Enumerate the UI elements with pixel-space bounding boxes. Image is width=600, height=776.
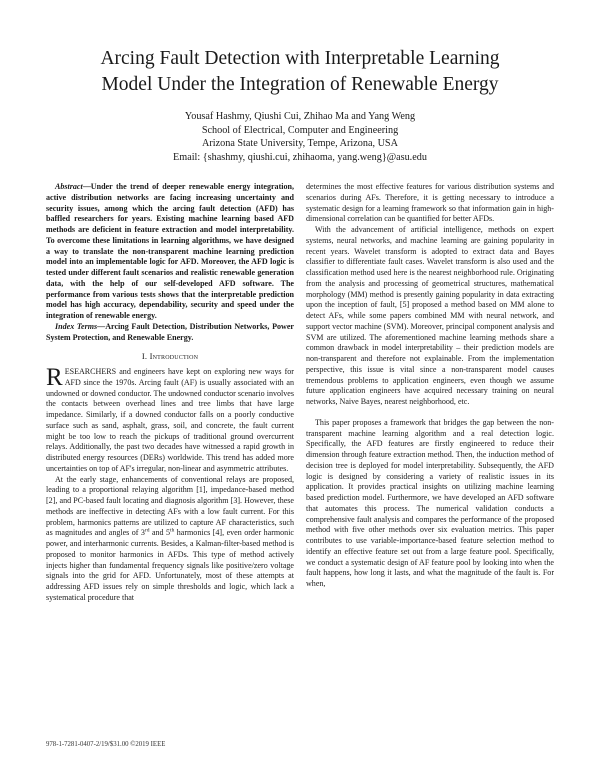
index-terms [46,322,294,344]
copyright-notice: 978-1-7281-0407-2/19/$31.00 ©2019 IEEE [46,741,166,748]
author-block [60,110,540,164]
abstract-label: Abstract [55,182,83,191]
index-terms-label: Index Terms [55,321,98,331]
affiliation-line-2: Arizona State University, Tempe, Arizona, USA [202,138,398,150]
intro-first-word: ESEARCHERS [64,367,117,376]
title-line-2: Model Under the Integration of Renewable Energy [101,74,499,95]
paper-title [40,46,560,98]
intro-paragraph-2-part-c: harmonics [4], even order harmonic power, and interharmonic currents. Besides, a Kalman-filter-based method is proposed to monitor harmonics in AFDs. This type of method actively injects higher than fundamental frequency signals like positive/zero voltage signals into the grid for AFD. Unfortunately, most of these attempts at addressing AFD issues rely on simple thresholds and logic, which lack a systematical procedure that [46,528,295,602]
right-paragraph-2: With the advancement of artificial intelligence, methods on expert systems, neural networks, and machine learning are gaining popularity in recent years. Wavelet transform is adopted to extract data and Bayes classifier to differentiate fault cases. Wavelet transform is also used and the classification method used here is the nearest neighborhood rule. Originating from the analysis and processing of geometrical structures, mathematical morphology (MM) method is presently gaining popularity in data extracting upon the inception of fault, [5] proposed a method based on MM alone to detect AFs, while some papers combined MM with neural network, and support vector machine (SVM). Moreover, principal component analysis and SVM are utilized. The aforementioned machine learning methods share a common drawback in model interpretability – their prediction models are non-transparent and therefore not explainable. From the implementation perspective, this issue is vital since a non-transparent model causes tremendous problems to application engineers, even though we assume future application engineers have acquired necessary training on neural networks, Naive Bayes, nearest neighborhood, etc. [306,225,554,406]
title-line-1: Arcing Fault Detection with Interpretable Learning [100,48,500,69]
intro-paragraph-1-text: and engineers have kept on exploring new ways for AFD since the 1970s. Arcing fault (AF) is usually associated with an undowned or downed conductor. The undowned conductor scenario involves the contacts between overhead lines and tree limbs that have large impedance. Similarly, if a downed conductor falls on a poorly conductive surface such as sand, asphalt, grass, soil, and concrete, the fault current might be too low to reach the pickups of traditional ground overcurrent relays. Additionally, the past two decades have witnessed a rapid growth in distributed energy resources (DERs) worldwide. This trend has added more uncertainties on top of AF's irregular, non-linear and asymmetric attributes. [46,367,294,473]
right-paragraph-1: determines the most effective features for various distribution systems and scenarios during AFs. Therefore, it is getting necessary to introduce a systematic design for a learning framework so that information gain in high-dimensional correlation can be quantified for better AFDs. [306,182,554,224]
superscript-th: th [170,527,175,534]
author-email: Email: {shashmy, qiushi.cui, zhihaoma, yang.weng}@asu.edu [173,151,427,163]
abstract-text: —Under the trend of deeper renewable energy integration, active distribution networks are facing increasing uncertainty and security issues, among which the arcing fault detection (AFD) has baffled researchers for years. Existing machine learning based AFD methods are deficient in feature extraction and model interpretability. To overcome these limitations in learning algorithms, we have designed a way to translate the non-transparent machine learning prediction model into an implementable logic for AFD. Moreover, the AFD logic is tested under different fault scenarios and realistic renewable generation data, with the help of our self-developed AFD software. The performance from various tests shows that the interpretable prediction model has high accuracy, dependability, security and speed under the integration of renewable energy. [46,182,294,320]
intro-paragraph-2-part-b: and 5 [149,528,171,538]
intro-paragraph-1 [46,364,294,475]
author-names: Yousaf Hashmy, Qiushi Cui, Zhihao Ma and Yang Weng [184,111,416,122]
intro-paragraph-2-part-a: At the early stage, enhancements of conventional relays are proposed, leading to a proportional relaying algorithm [1], impedance-based method [2], and PC-based fault locating and diagnosis algorithm [3]. However, these methods are ineffective in detecting AFs with a low fault current. For this problem, harmonics patterns are utilized to capture AF characteristics, such as magnitudes and angles of 3 [46,474,294,538]
affiliation-line-1: School of Electrical, Computer and Engineering [201,124,399,136]
intro-paragraph-2 [46,475,294,604]
right-paragraph-3: This paper proposes a framework that bridges the gap between the non-transparent machine learning algorithm and a real detection logic. Specifically, the AFD features are firstly engineered to reduce their dimension through feature extraction method. Then, the induction method of decision tree is deployed for model interpretability. Subsequently, the AFD logic is designed by considering a variety of realistic issues in its application. It provides practical insights on utilizing machine learning based prediction model. Furthermore, we have developed an AFD software that automates this process. The numerical validation conducts a comprehensive fault analysis and compares the performance of the proposed method with five other methods over six evaluation metrics. This paper contributes to use variable-importance-based feature selection method to identify an effective feature set out from a large feature pool. Specifically, we conduct a systematic design of AF feature pool by looking into when the fault happens, how long it lasts, and what the magnitude of the fault is. For when, [306,417,554,588]
right-column [306,182,554,590]
index-terms-text: —Arcing Fault Detection, Distribution Networks, Power System Protection, and Renewable Energy. [46,321,294,342]
drop-cap: R [46,364,63,391]
section-heading-introduction: I. Introduction [141,351,199,362]
left-column [46,182,294,604]
superscript-rd: rd [144,527,150,534]
paragraph-gap [306,408,554,418]
abstract [46,182,294,322]
